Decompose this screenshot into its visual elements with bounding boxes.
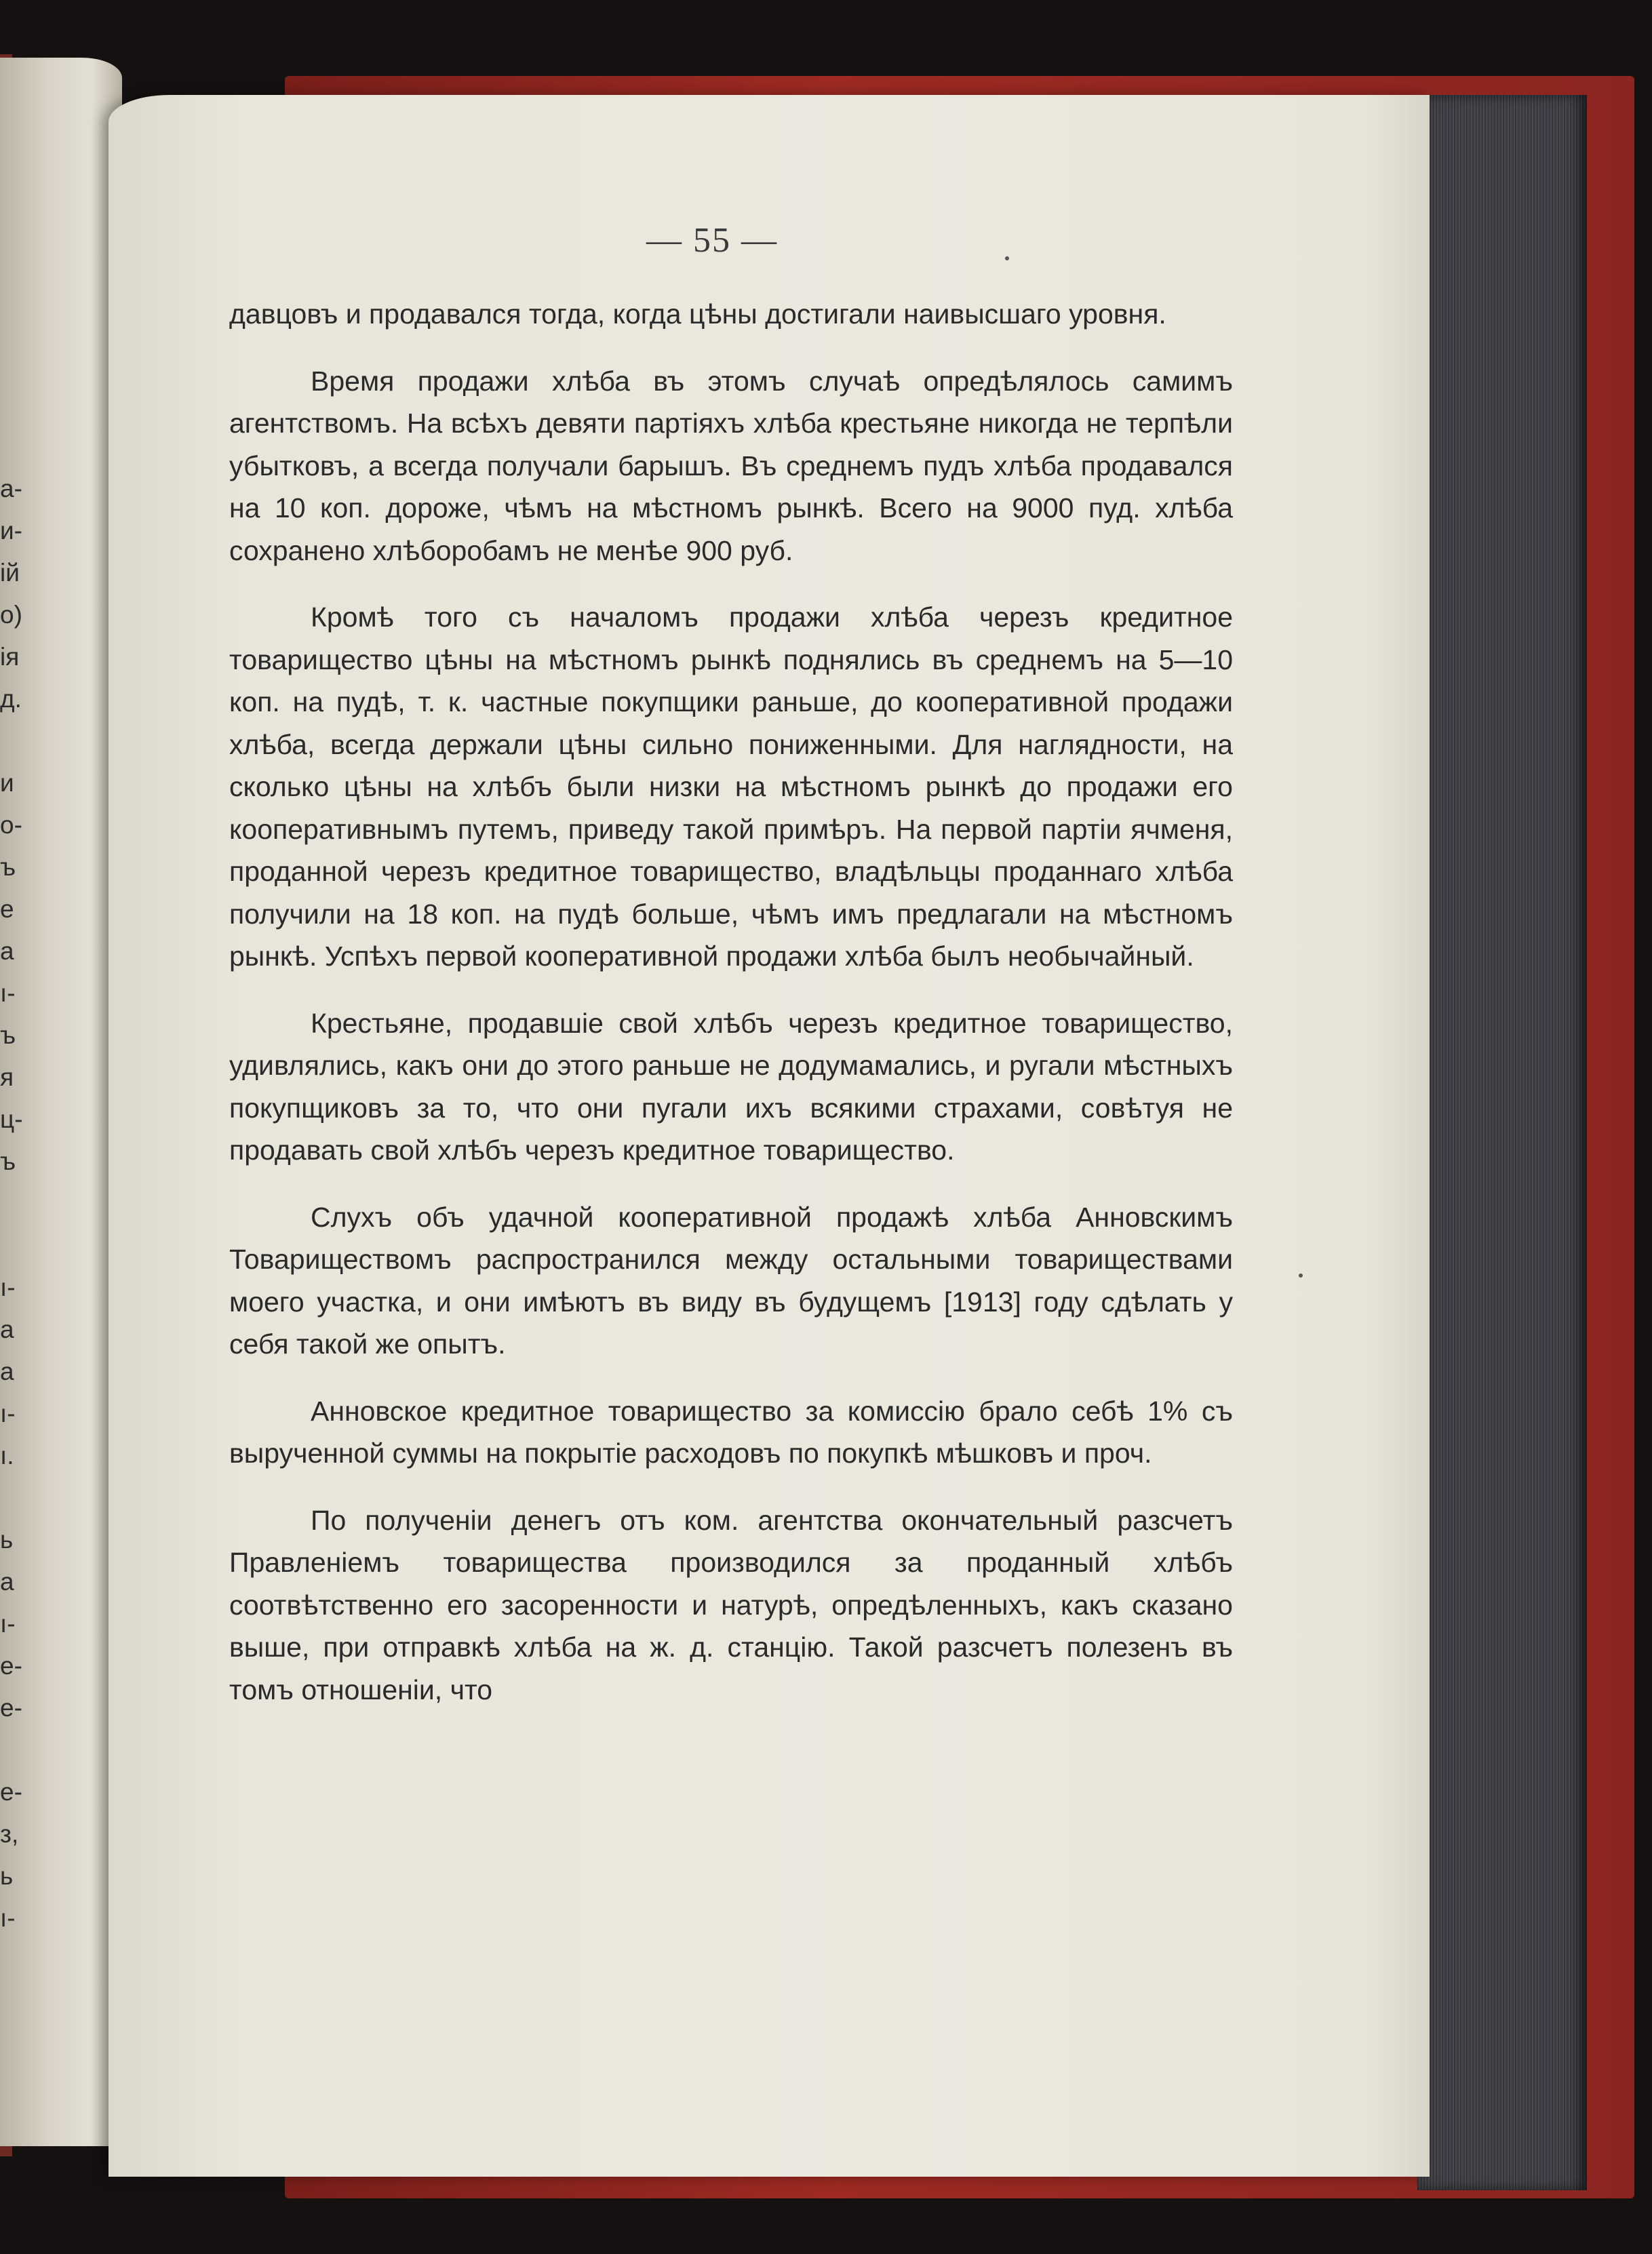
previous-page-fragment: ь	[0, 1862, 14, 1890]
previous-page-fragment: и-	[0, 517, 22, 545]
previous-page-fragment: е-	[0, 1652, 22, 1680]
paragraph-4: Крестьяне, продавшіе свой хлѣбъ черезъ кредитное товарищество, удивлялись, какъ они до этого раньше не додумамались, и ругали мѣстныхъ покупщиковъ за то, что они пугали ихъ всякими страхами, совѣтуя не продавать свой хлѣбъ черезъ кредитное товарищество.	[229, 1007, 1233, 1166]
paragraph-3: Кромѣ того съ началомъ продажи хлѣба черезъ кредитное товарищество цѣны на мѣстномъ рынкѣ поднялись въ среднемъ на 5—10 коп. на пудѣ, т. к. частные покупщики раньше, до кооперативной продажи хлѣба, всегда держали цѣны сильно пониженными. Для наглядности, на сколько цѣны на хлѣбъ были низки на мѣстномъ рынкѣ до продажи его кооперативнымъ путемъ, приведу такой примѣръ. На первой партіи ячменя, проданной черезъ кредитное товарищество, владѣльцы проданнаго хлѣба получили на 18 коп. на пудѣ больше, чѣмъ имъ предлагали на мѣстномъ рынкѣ. Успѣхъ первой кооперативной продажи хлѣба былъ необычайный.	[229, 601, 1233, 972]
previous-page-fragment: д.	[0, 685, 22, 713]
previous-page-fragment: ı.	[0, 1442, 14, 1469]
stray-mark	[1299, 1273, 1303, 1278]
paragraph-2: Время продажи хлѣба въ этомъ случаѣ опредѣлялось самимъ агентствомъ. На всѣхъ девяти партіяхъ хлѣба крестьяне никогда не терпѣли убытковъ, а всегда получали барышъ. Въ среднемъ пудъ хлѣба продавался на 10 коп. дороже, чѣмъ на мѣстномъ рынкѣ. Всего на 9000 пуд. хлѣба сохранено хлѣборобамъ не менѣе 900 руб.	[229, 365, 1233, 566]
page-text	[229, 293, 1233, 1735]
previous-page-fragment: ı-	[0, 1400, 16, 1427]
previous-page-fragment: ія	[0, 643, 20, 671]
page-edges	[1417, 95, 1587, 2190]
previous-page-fragment: а	[0, 937, 14, 965]
previous-page-fragment	[0, 720, 41, 762]
previous-page-fragment	[0, 1183, 41, 1225]
previous-page-fragment: а-	[0, 475, 22, 502]
page-number: — 55 —	[646, 221, 778, 260]
paragraph-7: По полученіи денегъ отъ ком. агентства окончательный разсчетъ Правленіемъ товарищества производился за проданный хлѣбъ соотвѣтственно его засоренности и натурѣ, опредѣленныхъ, какъ сказано выше, при отправкѣ хлѣба на ж. д. станцію. Такой разсчетъ полезенъ въ томъ отношеніи, что	[229, 1504, 1233, 1705]
previous-page-fragment: а	[0, 1358, 14, 1385]
previous-page-fragment: ц-	[0, 1105, 23, 1133]
previous-page-fragment: е-	[0, 1694, 22, 1722]
previous-page-fragment: о-	[0, 811, 22, 839]
paragraph-1: давцовъ и продавался тогда, когда цѣны достигали наивысшаго уровня.	[229, 298, 1166, 330]
previous-page-fragments	[0, 468, 41, 1939]
previous-page-fragment: и	[0, 769, 14, 797]
previous-page-fragment: ъ	[0, 1021, 16, 1049]
paragraph-5: Слухъ объ удачной кооперативной продажѣ хлѣба Анновскимъ Товариществомъ распространился между остальными товариществами моего участка, и они имѣютъ въ виду въ будущемъ [1913] году сдѣлать у себя такой же опытъ.	[229, 1201, 1233, 1360]
previous-page-fragment: е-	[0, 1778, 22, 1806]
previous-page-fragment: ъ	[0, 853, 16, 881]
previous-page-fragment: о)	[0, 601, 22, 629]
previous-page-fragment	[0, 1477, 41, 1519]
previous-page-fragment: е	[0, 895, 14, 923]
previous-page-fragment: ій	[0, 559, 20, 587]
previous-page-fragment	[0, 1729, 41, 1771]
previous-page-fragment: ı-	[0, 1904, 16, 1932]
previous-page-fragment: ь	[0, 1526, 14, 1554]
previous-page-fragment: ı-	[0, 979, 16, 1007]
previous-page-fragment: ı-	[0, 1273, 16, 1301]
previous-page-fragment	[0, 1225, 41, 1267]
previous-page-fragment: з,	[0, 1820, 19, 1848]
previous-page-fragment: ı-	[0, 1610, 16, 1638]
previous-page-fragment: а	[0, 1568, 14, 1596]
paragraph-6: Анновское кредитное товарищество за комиссію брало себѣ 1% съ вырученной суммы на покрытіе расходовъ по покупкѣ мѣшковъ и проч.	[229, 1395, 1233, 1469]
stray-mark	[1005, 256, 1009, 260]
previous-page-fragment: ъ	[0, 1147, 16, 1175]
previous-page-fragment: а	[0, 1316, 14, 1343]
previous-page-fragment: я	[0, 1063, 14, 1091]
